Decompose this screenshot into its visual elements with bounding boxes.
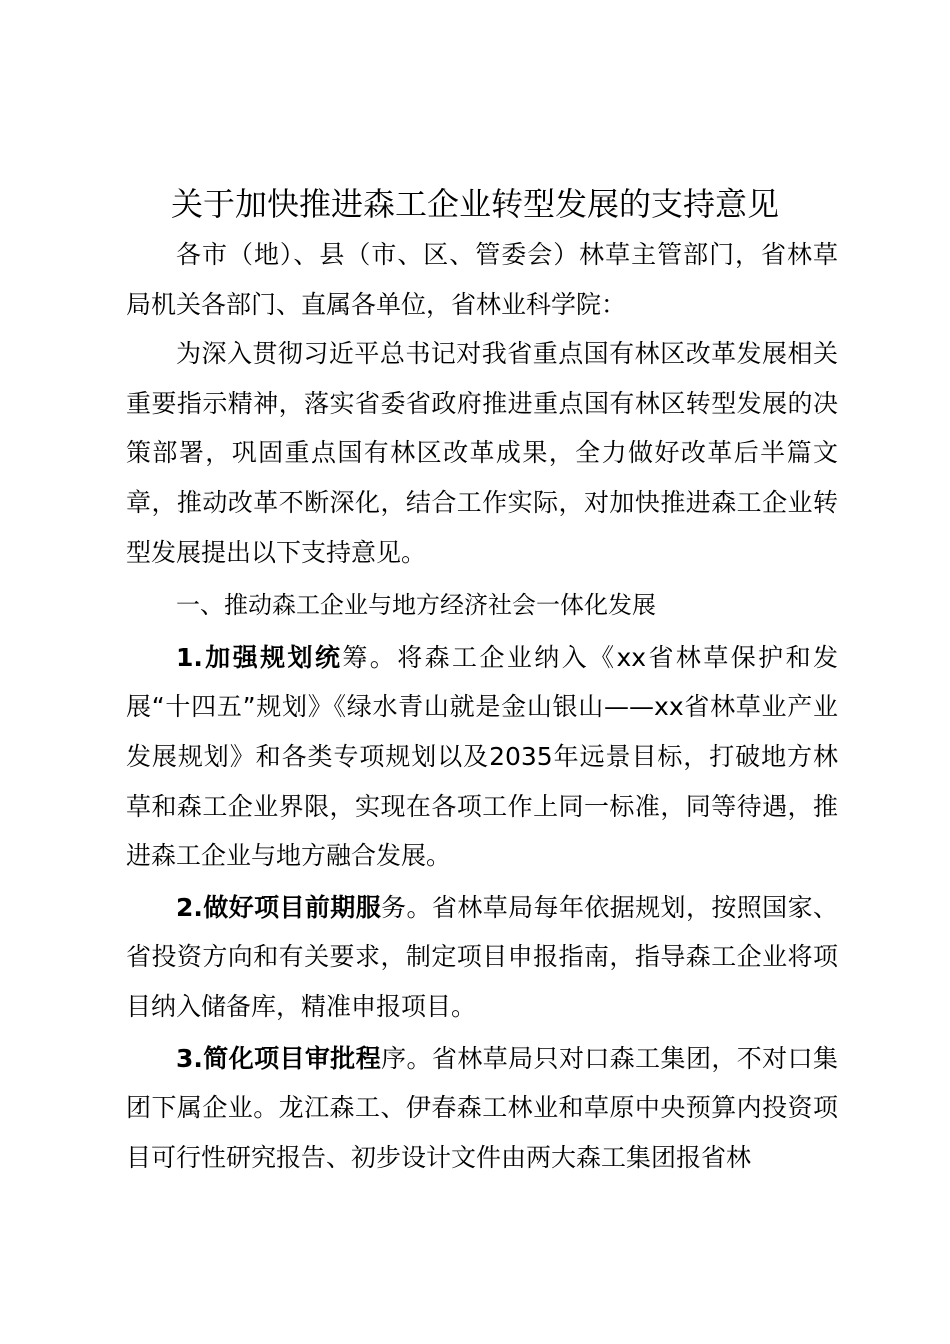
intro-paragraph: 为深入贯彻习近平总书记对我省重点国有林区改革发展相关重要指示精神，落实省委省政府推进重点国有林区转型发展的决策部署，巩固重点国有林区改革成果，全力做好改革后半篇文章，推动改革不断深化，结合工作实际，对加快推进森工企业转型发展提出以下支持意见。 [126, 339, 838, 567]
item-text: 务。省林草局每年依据规划，按照国家、省投资方向和有关要求，制定项目申报指南，指导森工企业将项目纳入储备库，精准申报项目。 [126, 892, 838, 1021]
item-text: 筹。将森工企业纳入《xx省林草保护和发展“十四五”规划》《绿水青山就是金山银山——xx省林草业产业发展规划》和各类专项规划以及2035年远景目标，打破地方林草和森工企业界限，实现在各项工作上同一标准，同等待遇，推进森工企业与地方融合发展。 [126, 642, 838, 871]
item-text: 序。省林草局只对口森工集团，不对口集团下属企业。龙江森工、伊春森工林业和草原中央预算内投资项目可行性研究报告、初步设计文件由两大森工集团报省林 [126, 1043, 838, 1172]
item-lead: 3.简化项目审批程 [176, 1043, 382, 1073]
salutation-paragraph: 各市（地）、县（市、区、管委会）林草主管部门，省林草局机关各部门、直属各单位，省林业科学院： [126, 240, 838, 319]
list-item-2 [126, 883, 838, 1032]
list-item-3 [126, 1034, 838, 1183]
list-item-1 [126, 633, 838, 881]
document-title: 关于加快推进森工企业转型发展的支持意见 [170, 185, 779, 223]
section-heading: 一、推动森工企业与地方经济社会一体化发展 [176, 591, 656, 620]
item-lead: 2.做好项目前期服 [176, 892, 382, 922]
document-body [126, 230, 838, 1182]
item-lead: 1.加强规划统 [176, 642, 343, 672]
